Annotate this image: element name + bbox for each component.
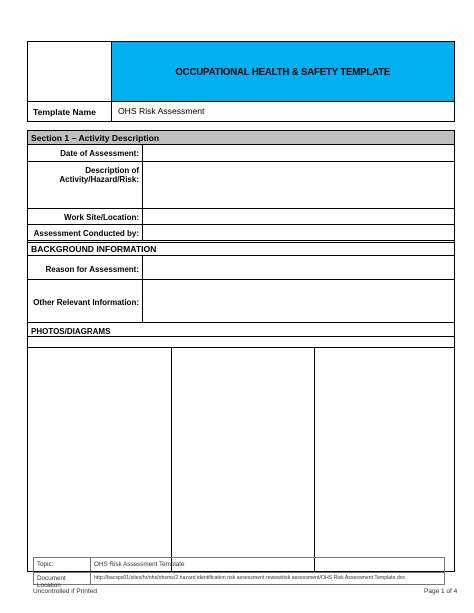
document-footer-table bbox=[33, 557, 445, 589]
footer-topic-row bbox=[34, 558, 444, 573]
photo-cell-1[interactable] bbox=[28, 347, 171, 572]
other-info-field[interactable] bbox=[142, 280, 454, 323]
background-heading: BACKGROUND INFORMATION bbox=[28, 242, 454, 254]
footer-topic-label: Topic: bbox=[37, 561, 54, 568]
template-name-value: OHS Risk Assessment bbox=[112, 102, 455, 122]
description-row bbox=[28, 161, 454, 209]
photo-cell-2[interactable] bbox=[171, 347, 315, 572]
description-field[interactable] bbox=[142, 162, 454, 209]
work-site-field[interactable] bbox=[142, 209, 454, 225]
work-site-row bbox=[28, 208, 454, 225]
header-logo-cell bbox=[27, 41, 112, 102]
template-name-label: Template Name bbox=[27, 102, 112, 122]
other-info-label: Other Relevant Information: bbox=[33, 298, 139, 307]
date-of-assessment-field[interactable] bbox=[142, 145, 454, 161]
page-number: Page 1 of 4 bbox=[424, 588, 458, 595]
footer-location-value: http://bacsps01/sites/hr/ohs/ohsms/2.hazard identification risk assessment review/risk assessment/OHS Risk Assessment Template.doc bbox=[90, 572, 444, 585]
photo-cell-3[interactable] bbox=[314, 347, 457, 572]
other-info-row bbox=[28, 279, 454, 323]
uncontrolled-notice: Uncontrolled if Printed bbox=[33, 588, 97, 595]
photos-diagrams-area bbox=[27, 337, 455, 572]
photos-heading: PHOTOS/DIAGRAMS bbox=[31, 327, 111, 336]
conducted-by-label: Assessment Conducted by: bbox=[33, 229, 139, 238]
reason-label: Reason for Assessment: bbox=[45, 265, 139, 274]
reason-row bbox=[28, 255, 454, 280]
activity-description-section bbox=[27, 130, 455, 337]
reason-field[interactable] bbox=[142, 256, 454, 280]
description-label: Description of Activity/Hazard/Risk: bbox=[59, 166, 139, 184]
conducted-by-field[interactable] bbox=[142, 225, 454, 241]
footer-topic-value: OHS Risk Assessment Template bbox=[90, 558, 444, 571]
conducted-by-row bbox=[28, 224, 454, 241]
footer-location-label: Document Location bbox=[37, 575, 66, 589]
date-of-assessment-label: Date of Assessment: bbox=[60, 149, 139, 158]
document-title: OCCUPATIONAL HEALTH & SAFETY TEMPLATE bbox=[175, 65, 391, 78]
header-title-cell bbox=[112, 41, 455, 102]
work-site-label: Work Site/Location: bbox=[64, 213, 139, 222]
section1-heading: Section 1 – Activity Description bbox=[28, 131, 454, 145]
date-of-assessment-row bbox=[28, 145, 454, 161]
footer-location-row bbox=[34, 572, 444, 589]
